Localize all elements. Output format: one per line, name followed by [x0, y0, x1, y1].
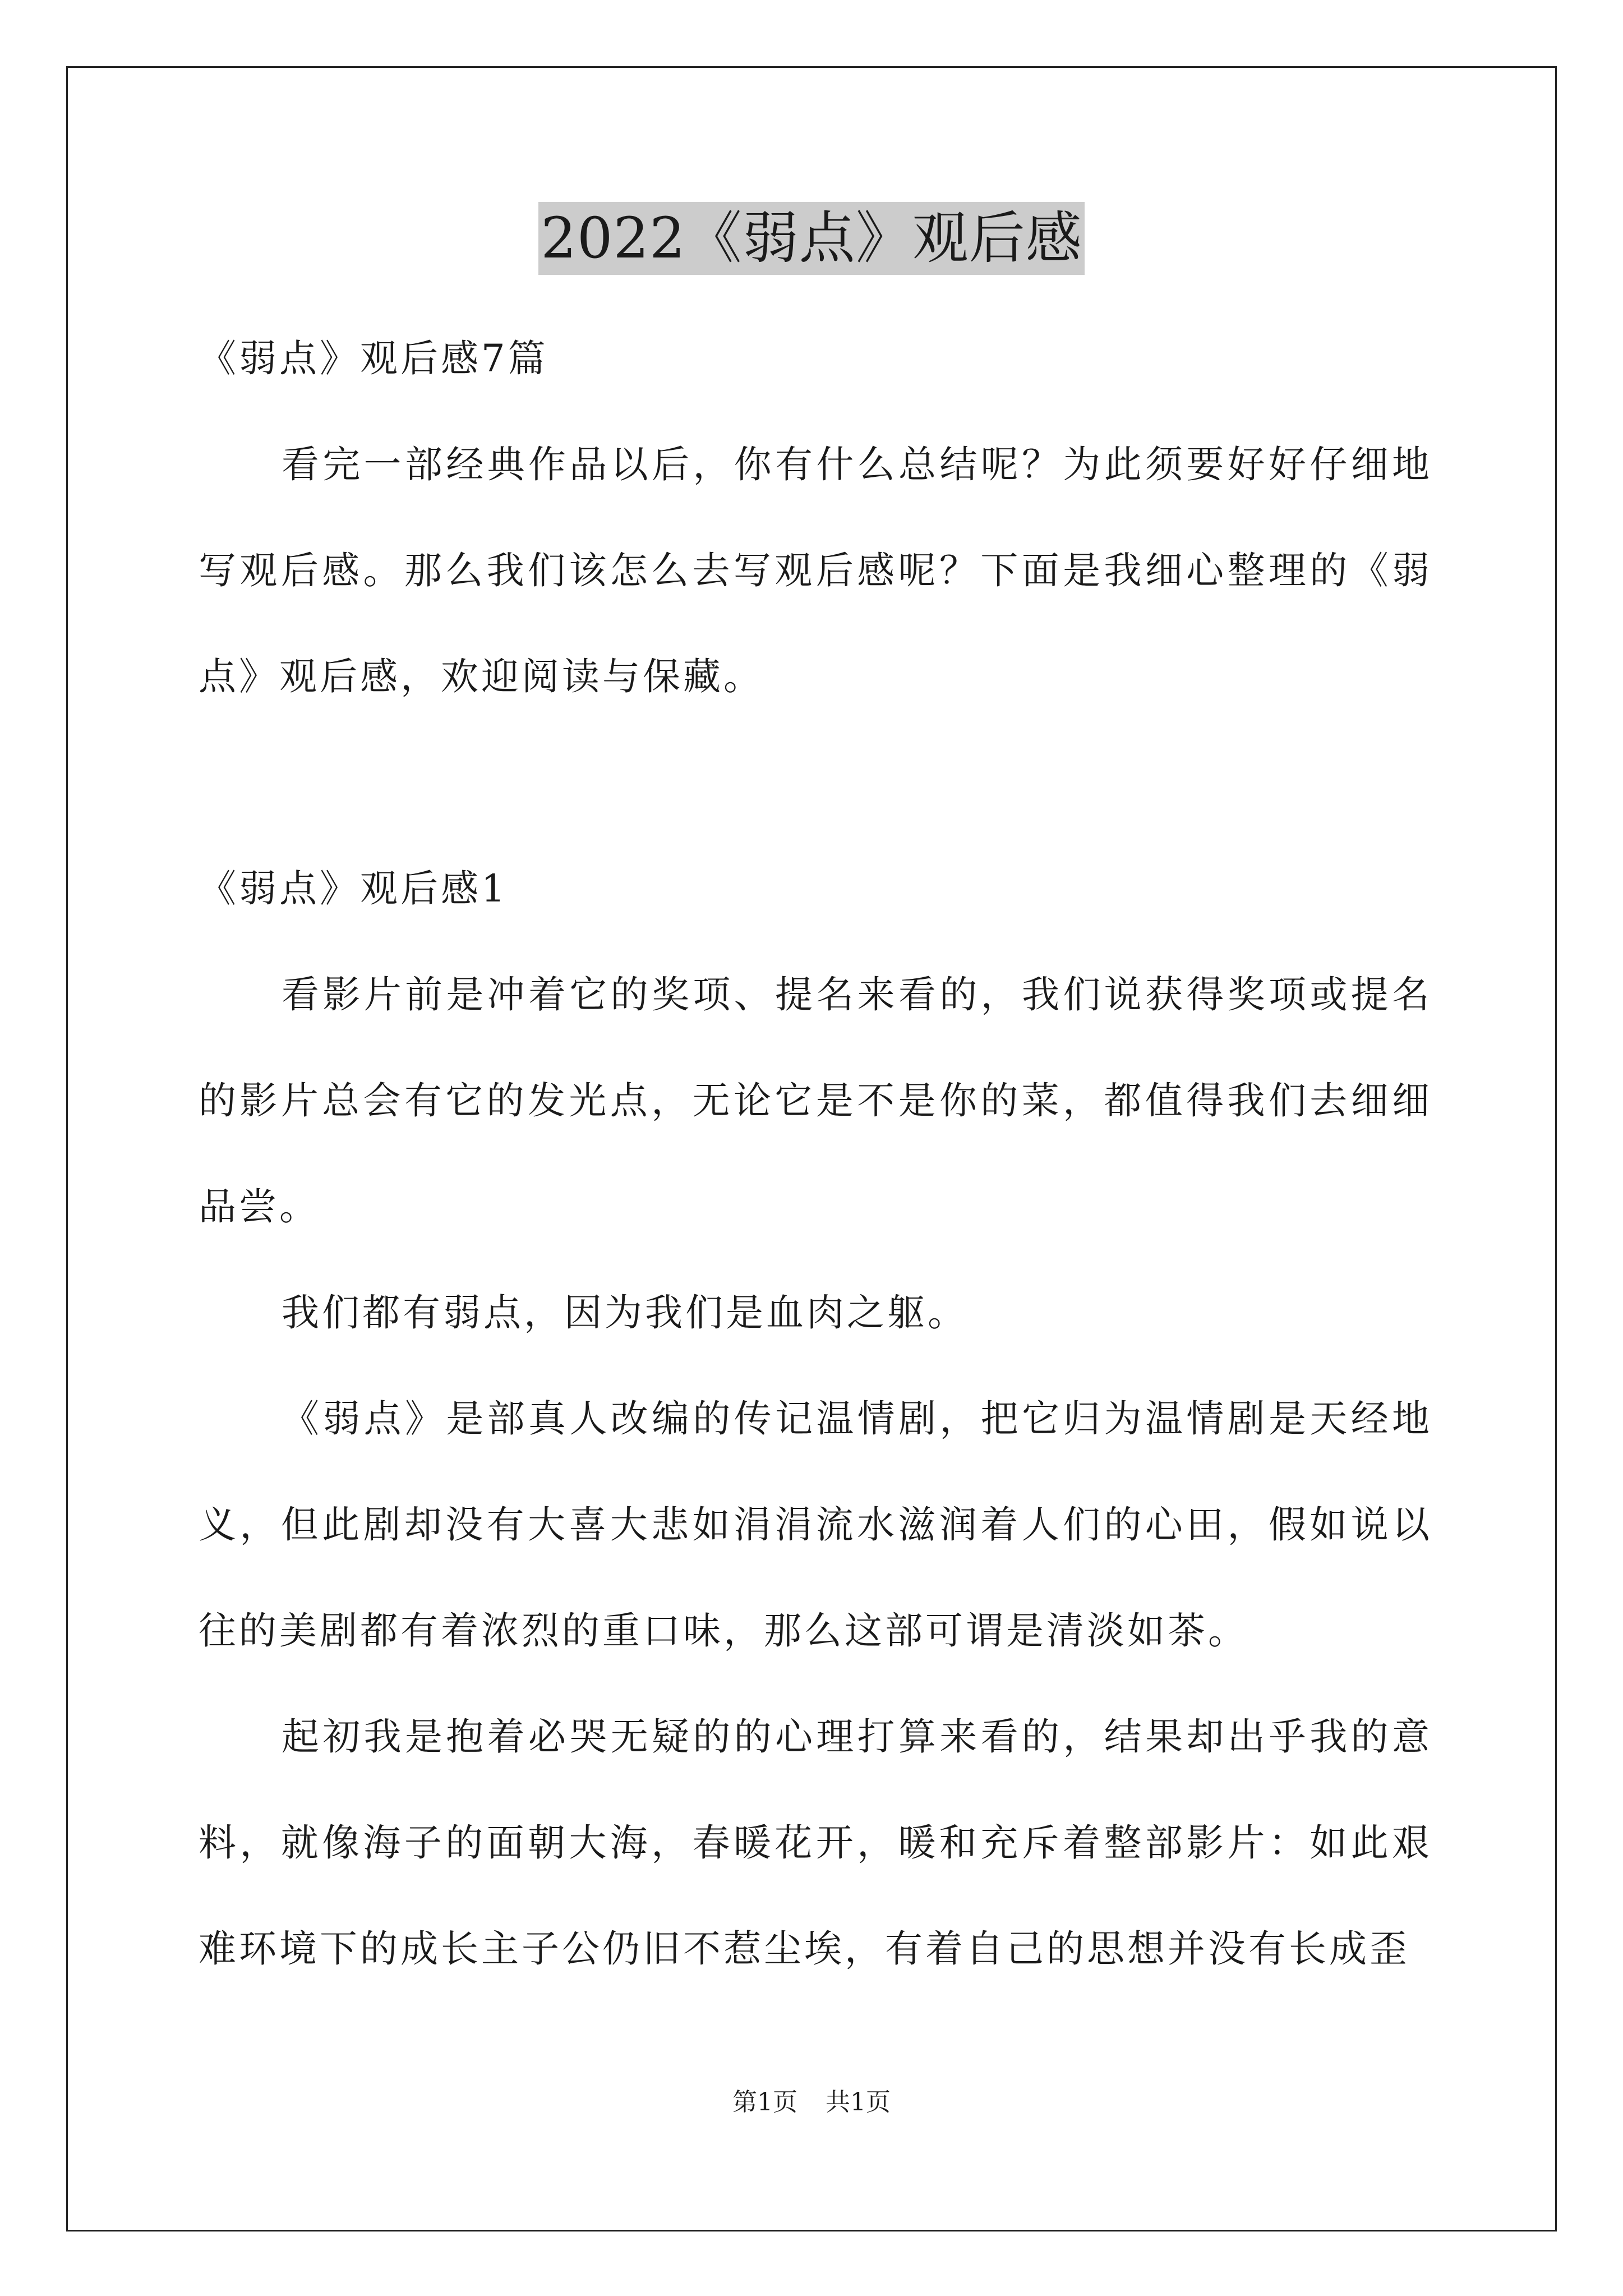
body-paragraph: 起初我是抱着必哭无疑的的心理打算来看的，结果却出乎我的意料，就像海子的面朝大海，春暖花开，暖和充斥着整部影片：如此艰难环境下的成长主子公仍旧不惹尘埃，有着自己的思想并没有长成歪	[199, 1715, 1432, 1971]
body-paragraph: 我们都有弱点，因为我们是血肉之躯。	[282, 1291, 968, 1335]
document-title: 2022《弱点》观后感	[538, 202, 1085, 275]
intro-paragraph: 看完一部经典作品以后，你有什么总结呢？为此须要好好仔细地写观后感。那么我们该怎么去写观后感呢？下面是我细心整理的《弱点》观后感，欢迎阅读与保藏。	[199, 443, 1432, 698]
blank-line	[199, 730, 1432, 836]
section-heading: 《弱点》观后感1	[199, 867, 508, 910]
subtitle: 《弱点》观后感7篇	[199, 337, 548, 380]
page-footer	[0, 2086, 1623, 2119]
title-wrap	[0, 202, 1623, 275]
page-number: 第1页	[732, 2088, 797, 2116]
body-paragraph: 看影片前是冲着它的奖项、提名来看的，我们说获得奖项或提名的影片总会有它的发光点，无论它是不是你的菜，都值得我们去细细品尝。	[199, 973, 1432, 1228]
body-paragraph: 《弱点》是部真人改编的传记温情剧，把它归为温情剧是天经地义，但此剧却没有大喜大悲如涓涓流水滋润着人们的心田，假如说以往的美剧都有着浓烈的重口味，那么这部可谓是清淡如茶。	[199, 1397, 1432, 1653]
page-total: 共1页	[826, 2088, 891, 2116]
document-body	[199, 306, 1432, 2002]
